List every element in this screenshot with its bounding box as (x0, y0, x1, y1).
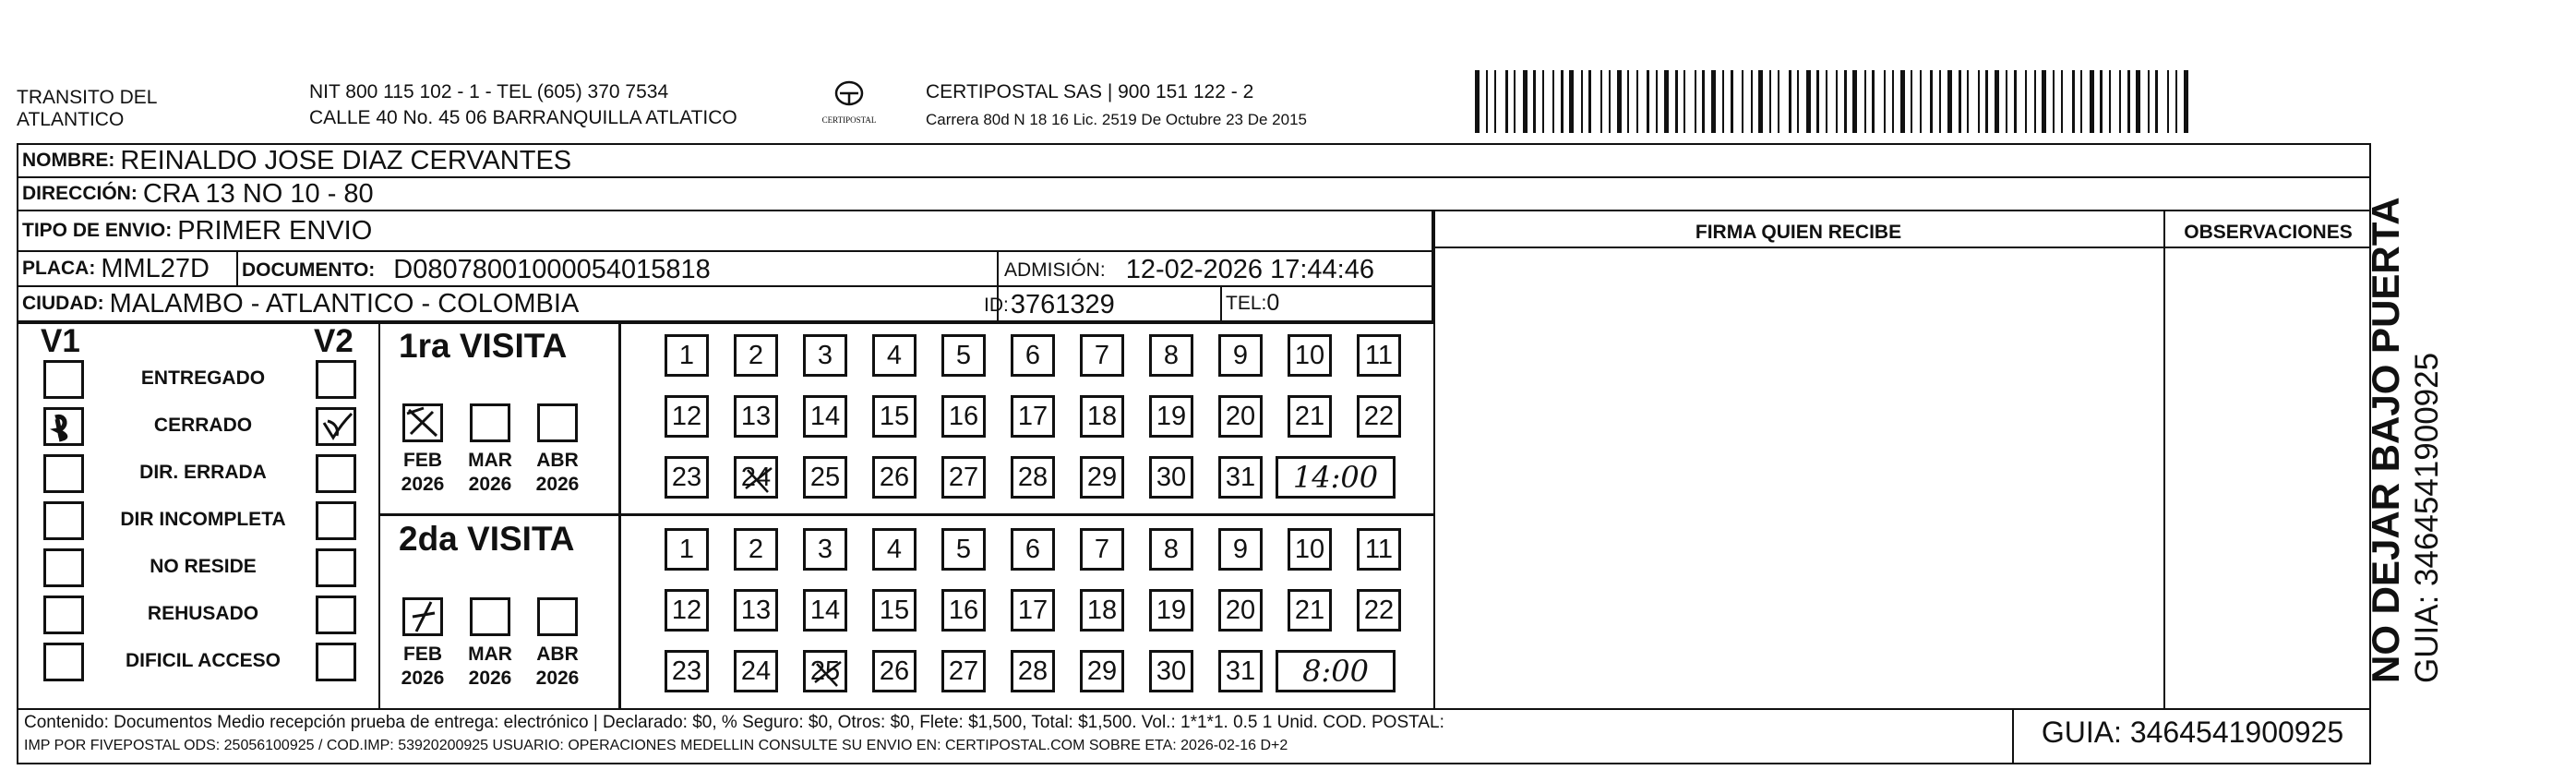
day-box[interactable] (803, 650, 847, 692)
day-number: 27 (948, 656, 979, 686)
day-number: 15 (879, 401, 910, 431)
status-label: DIR. ERRADA (139, 462, 267, 483)
day-number: 28 (1017, 462, 1048, 492)
day-box[interactable] (941, 528, 986, 571)
day-box[interactable] (734, 589, 778, 632)
day-number: 20 (1225, 401, 1256, 431)
documento-value: D08078001000054015818 (393, 255, 711, 284)
footer-line1: Contenido: Documentos Medio recepción prueba de entrega: electrónico | Declarado: $0, % Seguro: $0, Otros: $0, Flete: $1,500, Total: $1,500. Vol.: 1*1*1. 0.5 1 Unid. COD. POSTAL: (24, 713, 1444, 732)
day-number: 6 (1024, 534, 1041, 564)
month-label (395, 449, 450, 497)
x-mark-icon (405, 406, 440, 439)
day-number: 1 (678, 340, 695, 370)
day-box[interactable] (734, 528, 778, 571)
observations-area[interactable] (2165, 248, 2371, 708)
month-year: 2026 (535, 474, 580, 495)
day-number: 20 (1225, 595, 1256, 625)
day-box[interactable] (665, 589, 709, 632)
month-name: ABR (536, 644, 579, 665)
day-number: 16 (948, 595, 979, 625)
day-box[interactable] (872, 589, 917, 632)
tipo-row (17, 211, 1433, 252)
month-name: MAR (468, 644, 512, 665)
month-label (530, 449, 585, 497)
day-box[interactable] (941, 650, 986, 692)
v2-checkbox[interactable] (316, 596, 356, 634)
day-number: 25 (809, 656, 841, 686)
divider (380, 513, 1435, 516)
day-number: 29 (1086, 656, 1118, 686)
day-box[interactable] (1080, 650, 1124, 692)
id-label: ID: (984, 294, 1009, 316)
ciudad-value: MALAMBO - ATLANTICO - COLOMBIA (109, 288, 580, 319)
day-box[interactable] (803, 456, 847, 499)
certipostal-logo (812, 79, 886, 125)
day-box[interactable] (1149, 589, 1193, 632)
month-checkbox[interactable] (470, 403, 510, 442)
strike-mark-icon (740, 461, 777, 505)
signature-area[interactable] (1435, 248, 2163, 708)
org-line1: TRANSITO DEL (17, 87, 158, 108)
placa-value: MML27D (101, 253, 210, 283)
day-box[interactable] (872, 650, 917, 692)
day-number: 12 (671, 595, 702, 625)
status-label: ENTREGADO (140, 367, 266, 389)
nombre-label: NOMBRE: (22, 150, 115, 171)
v1-checkbox[interactable] (43, 548, 84, 587)
v2-label: V2 (314, 323, 353, 359)
day-box[interactable] (872, 456, 917, 499)
day-box[interactable] (665, 334, 709, 377)
day-box[interactable] (1288, 395, 1332, 438)
day-box[interactable] (872, 528, 917, 571)
day-box[interactable] (872, 395, 917, 438)
day-number: 4 (886, 534, 903, 564)
barcode-icon (1475, 70, 2188, 133)
day-box[interactable] (1011, 456, 1055, 499)
day-box[interactable] (803, 528, 847, 571)
direccion-value: CRA 13 NO 10 - 80 (142, 178, 374, 209)
day-number: 9 (1232, 340, 1249, 370)
day-box[interactable] (1080, 456, 1124, 499)
day-box[interactable] (1011, 589, 1055, 632)
day-number: 14 (809, 401, 841, 431)
v2-checkbox[interactable] (316, 501, 356, 540)
tel-value: 0 (1266, 290, 1280, 316)
day-box[interactable] (1357, 589, 1401, 632)
day-number: 8 (1163, 534, 1180, 564)
divider (378, 322, 380, 710)
day-number: 31 (1225, 656, 1256, 686)
handwritten-time[interactable] (1276, 650, 1396, 692)
day-box[interactable] (803, 395, 847, 438)
visit2-title: 2da VISITA (399, 520, 575, 558)
observaciones-label: OBSERVACIONES (2184, 222, 2353, 243)
side-title: NO DEJAR BAJO PUERTA (2364, 197, 2407, 683)
day-number: 4 (886, 340, 903, 370)
day-box[interactable] (1080, 334, 1124, 377)
day-number: 17 (1017, 595, 1048, 625)
day-number: 7 (1094, 534, 1110, 564)
day-number: 28 (1017, 656, 1048, 686)
day-number: 17 (1017, 401, 1048, 431)
handwritten-time-text: 14:00 (1292, 460, 1379, 495)
handwritten-time[interactable] (1276, 456, 1396, 499)
day-box[interactable] (1149, 395, 1193, 438)
day-number: 23 (671, 462, 702, 492)
day-number: 25 (809, 462, 841, 492)
day-box[interactable] (1218, 589, 1263, 632)
status-label: DIR INCOMPLETA (120, 509, 286, 530)
day-number: 2 (748, 534, 764, 564)
month-checkbox[interactable] (402, 597, 443, 636)
day-number: 10 (1294, 340, 1325, 370)
day-number: 21 (1294, 401, 1325, 431)
documento-label: DOCUMENTO: (242, 259, 376, 281)
address-line: CALLE 40 No. 45 06 BARRANQUILLA ATLATICO (309, 107, 737, 128)
day-number: 19 (1156, 401, 1187, 431)
month-checkbox[interactable] (470, 597, 510, 636)
day-box[interactable] (665, 650, 709, 692)
day-number: 5 (955, 340, 972, 370)
status-label: DIFICIL ACCESO (125, 650, 281, 671)
day-number: 14 (809, 595, 841, 625)
divider (618, 322, 621, 710)
day-box[interactable] (1149, 456, 1193, 499)
day-number: 31 (1225, 462, 1256, 492)
month-name: MAR (468, 450, 512, 471)
day-number: 30 (1156, 656, 1187, 686)
day-box[interactable] (1218, 650, 1263, 692)
day-number: 12 (671, 401, 702, 431)
handwritten-time-text: 8:00 (1302, 654, 1369, 689)
v2-checkbox[interactable] (316, 360, 356, 399)
month-name: FEB (403, 450, 442, 471)
id-value: 3761329 (1010, 290, 1115, 319)
footer-guia: GUIA: 3464541900925 (2041, 716, 2344, 749)
day-number: 3 (817, 534, 833, 564)
day-number: 7 (1094, 340, 1110, 370)
divider (17, 322, 1435, 324)
day-box[interactable] (1011, 528, 1055, 571)
v1-checkbox[interactable] (43, 360, 84, 399)
month-label (462, 643, 518, 691)
month-year: 2026 (401, 474, 445, 495)
day-number: 24 (740, 656, 772, 686)
org-name (17, 87, 157, 131)
day-box[interactable] (1149, 650, 1193, 692)
day-number: 8 (1163, 340, 1180, 370)
day-number: 6 (1024, 340, 1041, 370)
day-number: 11 (1364, 534, 1394, 564)
admision-value: 12-02-2026 17:44:46 (1125, 255, 1374, 284)
company-line: CERTIPOSTAL SAS | 900 151 122 - 2 (926, 81, 1254, 102)
day-number: 22 (1363, 401, 1395, 431)
firma-label: FIRMA QUIEN RECIBE (1695, 222, 1902, 243)
v1-checkbox[interactable] (43, 454, 84, 493)
v1-checkbox[interactable] (43, 596, 84, 634)
tipo-label: TIPO DE ENVIO: (22, 220, 173, 241)
month-checkbox[interactable] (537, 403, 578, 442)
day-box[interactable] (1080, 589, 1124, 632)
v2-checkbox[interactable] (316, 548, 356, 587)
day-box[interactable] (1149, 528, 1193, 571)
day-number: 13 (740, 401, 772, 431)
day-box[interactable] (665, 528, 709, 571)
day-number: 23 (671, 656, 702, 686)
day-number: 18 (1086, 595, 1118, 625)
day-number: 3 (817, 340, 833, 370)
slash-mark-icon (405, 600, 440, 633)
visit1-title: 1ra VISITA (399, 327, 568, 365)
day-box[interactable] (1357, 395, 1401, 438)
day-number: 21 (1294, 595, 1325, 625)
day-box[interactable] (1011, 334, 1055, 377)
month-name: FEB (403, 644, 442, 665)
strike-mark-icon (809, 655, 846, 699)
day-box[interactable] (734, 650, 778, 692)
org-contact (309, 81, 737, 129)
day-number: 9 (1232, 534, 1249, 564)
v2-checkbox[interactable] (316, 454, 356, 493)
day-box[interactable] (803, 334, 847, 377)
day-box[interactable] (734, 395, 778, 438)
tel-label: TEL: (1226, 292, 1267, 314)
month-year: 2026 (468, 668, 512, 689)
divider (236, 252, 238, 287)
company-info (926, 81, 1307, 131)
tipo-value: PRIMER ENVIO (177, 215, 373, 246)
day-number: 10 (1294, 534, 1325, 564)
day-box[interactable] (941, 456, 986, 499)
status-label: REHUSADO (147, 603, 259, 624)
day-box[interactable] (1149, 334, 1193, 377)
v1-checkbox[interactable] (43, 501, 84, 540)
month-year: 2026 (401, 668, 445, 689)
day-number: 16 (948, 401, 979, 431)
nombre-value: REINALDO JOSE DIAZ CERVANTES (120, 145, 572, 175)
barcode (1475, 70, 2188, 133)
day-box[interactable] (1288, 334, 1332, 377)
day-number: 24 (740, 462, 772, 492)
day-number: 18 (1086, 401, 1118, 431)
day-box[interactable] (665, 456, 709, 499)
day-box[interactable] (872, 334, 917, 377)
status-label: CERRADO (153, 415, 253, 436)
v2-checkbox[interactable] (316, 407, 356, 446)
admision-label: ADMISIÓN: (1004, 259, 1106, 281)
day-box[interactable] (1011, 395, 1055, 438)
day-number: 29 (1086, 462, 1118, 492)
day-number: 26 (879, 656, 910, 686)
scribble-mark-icon (46, 410, 81, 443)
day-number: 5 (955, 534, 972, 564)
direccion-label: DIRECCIÓN: (22, 183, 138, 204)
day-number: 27 (948, 462, 979, 492)
nombre-row (17, 143, 2371, 178)
day-box[interactable] (1011, 650, 1055, 692)
day-box[interactable] (1218, 456, 1263, 499)
day-number: 26 (879, 462, 910, 492)
day-box[interactable] (941, 589, 986, 632)
v2-checkbox[interactable] (316, 643, 356, 681)
day-box[interactable] (941, 334, 986, 377)
status-label: NO RESIDE (150, 556, 257, 577)
day-number: 22 (1363, 595, 1395, 625)
day-box[interactable] (1218, 395, 1263, 438)
month-name: ABR (536, 450, 579, 471)
day-number: 13 (740, 595, 772, 625)
day-number: 15 (879, 595, 910, 625)
day-box[interactable] (1357, 528, 1401, 571)
nit-line: NIT 800 115 102 - 1 - TEL (605) 370 7534 (309, 81, 669, 102)
direccion-row (17, 178, 2371, 211)
placa-label: PLACA: (22, 258, 96, 279)
day-box[interactable] (1080, 395, 1124, 438)
month-checkbox[interactable] (537, 597, 578, 636)
day-number: 19 (1156, 595, 1187, 625)
day-box[interactable] (1080, 528, 1124, 571)
divider (1220, 287, 1222, 322)
side-guia: GUIA: 3464541900925 (2409, 352, 2445, 683)
v1-checkbox[interactable] (43, 643, 84, 681)
month-label (530, 643, 585, 691)
logo-text: CERTIPOSTAL (821, 115, 877, 125)
day-number: 30 (1156, 462, 1187, 492)
day-box[interactable] (1357, 334, 1401, 377)
day-number: 11 (1364, 340, 1394, 370)
month-label (395, 643, 450, 691)
day-box[interactable] (803, 589, 847, 632)
check-mark-icon (318, 410, 353, 443)
day-box[interactable] (734, 334, 778, 377)
divider (17, 708, 2371, 710)
day-box[interactable] (734, 456, 778, 499)
month-label (462, 449, 518, 497)
day-box[interactable] (1288, 589, 1332, 632)
month-year: 2026 (535, 668, 580, 689)
v1-label: V1 (41, 323, 80, 359)
day-box[interactable] (941, 395, 986, 438)
day-box[interactable] (1218, 528, 1263, 571)
org-line2: ATLANTICO (17, 109, 125, 130)
day-box[interactable] (665, 395, 709, 438)
license-line: Carrera 80d N 18 16 Lic. 2519 De Octubre 23 De 2015 (926, 111, 1307, 128)
month-year: 2026 (468, 474, 512, 495)
v1-checkbox[interactable] (43, 407, 84, 446)
day-number: 2 (748, 340, 764, 370)
footer-line2: IMP POR FIVEPOSTAL ODS: 25056100925 / COD.IMP: 53920200925 USUARIO: OPERACIONES MEDELLIN CONSULTE SU ENVIO EN: CERTIPOSTAL.COM SOBRE ETA: 2026-02-16 D+2 (24, 738, 1288, 753)
day-box[interactable] (1218, 334, 1263, 377)
logo-icon (833, 79, 866, 111)
day-number: 1 (678, 534, 695, 564)
month-checkbox[interactable] (402, 403, 443, 442)
ciudad-label: CIUDAD: (22, 293, 104, 314)
day-box[interactable] (1288, 528, 1332, 571)
